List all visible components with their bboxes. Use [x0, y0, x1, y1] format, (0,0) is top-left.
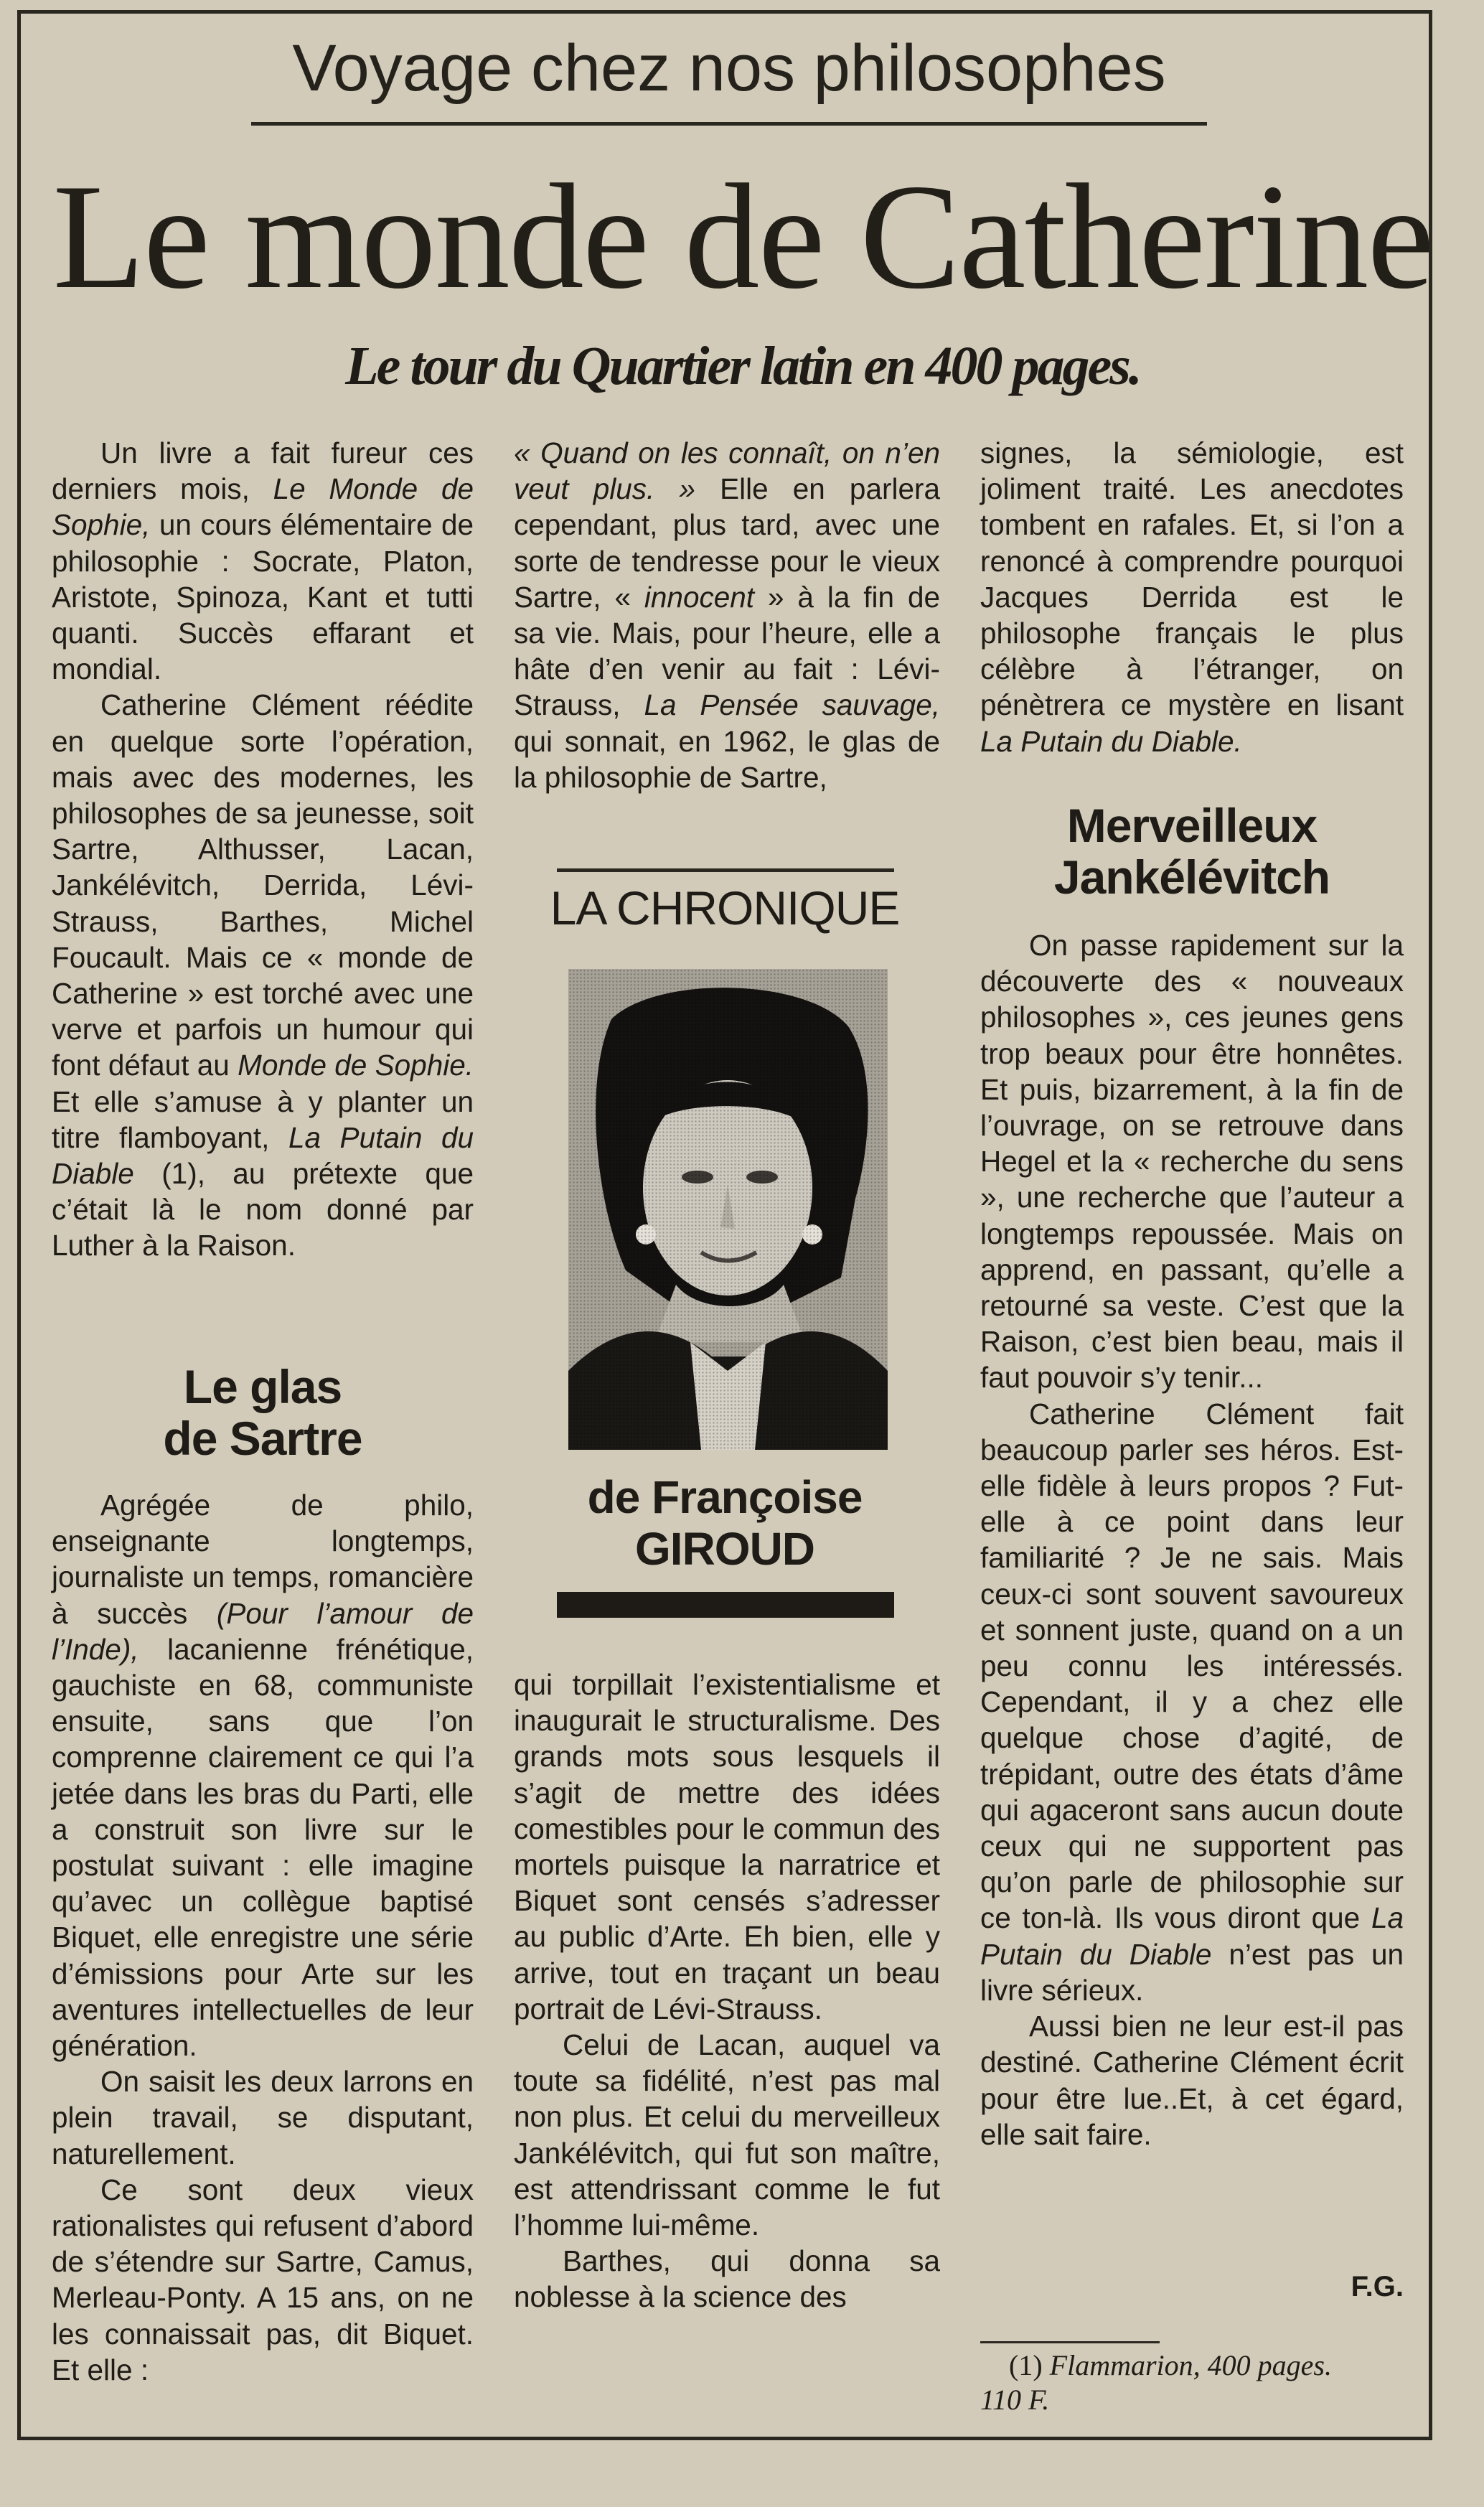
kicker: Voyage chez nos philosophes	[292, 32, 1166, 105]
byline-name: GIROUD	[635, 1523, 814, 1575]
quote: innocent	[644, 580, 755, 614]
text: Catherine Clément fait beaucoup parler ses héros. Est-elle fidèle à leurs propos ? Fut-elle à ce point dans leur familiarité ? Je ne sais. Mais ceux-ci sont souvent savoureux et sonnent juste, quand on a un peu connu les intéressés. Cependant, il y a chez elle quelque chose d’agité, de trépidant, outre des états d’âme qui agaceront sans aucun doute ceux qui ne supportent pas qu’on parle de philosophie sur ce ton-là. Ils vous diront que	[980, 1397, 1404, 1935]
book-title: Le Monde de Sophie,	[52, 472, 474, 542]
book-title: La Putain du Diable.	[980, 724, 1242, 758]
book-title: Monde de Sophie.	[238, 1049, 474, 1082]
footnote-rule	[980, 2341, 1160, 2343]
signature: F.G.	[1351, 2271, 1404, 2302]
quote: « Quand on les connaît, on n’en veut plus. »	[514, 436, 940, 506]
chronicle-byline	[531, 1471, 919, 1575]
column-1	[52, 435, 474, 1264]
text: un cours élémentaire de philosophie : Socrate, Platon, Aristote, Spinoza, Kant et tutti quanti. Succès effarant et mondial.	[52, 508, 474, 686]
paragraph	[52, 1487, 474, 2063]
paragraph	[980, 1396, 1404, 2008]
book-title: La Putain du Diable	[980, 1901, 1404, 1971]
deck: Le tour du Quartier latin en 400 pages.	[345, 336, 1140, 396]
subheading-line: Jankélévitch	[1053, 850, 1330, 904]
paragraph: Celui de Lacan, auquel va toute sa fidélité, n’est pas mal non plus. Et celui du merveilleux Jankélévitch, qui fut son maître, est attendrissant comme le fut l’homme lui-même.	[514, 2028, 940, 2242]
subheading-line: Le glas	[183, 1360, 342, 1413]
column-3-upper	[980, 435, 1404, 759]
chronicle-label: LA CHRONIQUE	[550, 881, 900, 934]
kicker-rule	[251, 122, 1207, 126]
text: Agrégée de philo, enseignante longtemps, journaliste un temps, romancière à succès	[52, 1489, 474, 1630]
headline: Le monde de Catherine	[52, 154, 1433, 320]
subheading-line: de Sartre	[163, 1412, 362, 1465]
subheading-jankelevitch	[980, 800, 1404, 903]
subheading-glas	[52, 1361, 474, 1464]
column-2-upper	[514, 435, 940, 795]
paragraph	[52, 687, 474, 1263]
chronicle-top-rule	[557, 868, 894, 872]
text: qui sonnait, en 1962, le glas de la philosophie de Sartre,	[514, 724, 940, 794]
text: Catherine Clément réédite en quelque sorte l’opération, mais avec des modernes, les philosophes de sa jeunesse, soit Sartre, Althusser, Lacan, Jankélévitch, Derrida, Lévi-Strauss, Barthes, Michel Foucault. Mais ce « monde de Catherine » est torché avec une verve et parfois un humour qui font défaut au	[52, 688, 474, 1082]
column-1-lower	[52, 1487, 474, 2388]
footnote-line-1	[980, 2348, 1404, 2383]
text: lacanienne frénétique, gauchiste en 68, communiste ensuite, sans que l’on comprenne clairement ce qui l’a jetée dans les bras du Parti, elle a construit son livre sur le postulat suivant : elle imagine qu’avec un collègue baptisé Biquet, elle enregistre une série d’émissions pour Arte sur les aventures intellectuelles de leur génération.	[52, 1632, 474, 2063]
author-photo	[568, 969, 888, 1450]
paragraph: On passe rapidement sur la découverte des « nouveaux philosophes », ces jeunes gens trop beaux pour être honnêtes. Et puis, bizarrement, à la fin de l’ouvrage, on se retrouve dans Hegel et la « recherche du sens », une recherche que l’auteur a longtemps repoussée. Mais on apprend, en passant, qu’elle a retourné sa veste. C’est que la Raison, c’est bien beau, mais il faut pouvoir s’y tenir...	[980, 929, 1404, 1395]
text: » à la fin de sa vie. Mais, pour l’heure, elle a hâte d’en venir au fait : Lévi-Strauss,	[514, 580, 940, 722]
byline-line: de Françoise	[587, 1471, 863, 1523]
book-title: La Putain du Diable	[52, 1120, 474, 1191]
book-title: (Pour l’amour de l’Inde),	[52, 1596, 474, 1666]
paragraph: qui torpillait l’existentialisme et inaugurait le structuralisme. Des grands mots sous lesquels il s’agit de mettre des idées comestibles pour le commun des mortels puisque la narratrice et Biquet sont censés s’adresser au public d’Arte. Eh bien, elle y arrive, tout en traçant un beau portrait de Lévi-Strauss.	[514, 1668, 940, 2025]
chronicle-bottom-bar	[557, 1592, 894, 1618]
footnote	[980, 2348, 1404, 2417]
portrait-image	[568, 969, 888, 1450]
text: (1), au prétexte que c’était là le nom donné par Luther à la Raison.	[52, 1157, 474, 1262]
paragraph	[514, 435, 940, 795]
text: Elle en parlera cependant, plus tard, avec une sorte de tendresse pour le vieux Sartre, «	[514, 472, 940, 614]
footnote-number: (1)	[1009, 2349, 1043, 2381]
column-2-lower	[514, 1667, 940, 2315]
text: Un livre a fait fureur ces derniers mois,	[52, 436, 474, 506]
text: Et elle s’amuse à y planter un titre flamboyant,	[52, 1084, 474, 1154]
subheading-line: Merveilleux	[1066, 799, 1318, 852]
paragraph: Barthes, qui donna sa noblesse à la science des	[514, 2244, 940, 2314]
book-title: La Pensée sauvage,	[644, 688, 940, 722]
paragraph	[52, 435, 474, 687]
paragraph: On saisit les deux larrons en plein travail, se disputant, naturellement.	[52, 2065, 474, 2170]
column-3-lower	[980, 927, 1404, 2152]
text: signes, la sémiologie, est joliment traité. Les anecdotes tombent en rafales. Et, si l’on a renoncé à comprendre pourquoi Jacques Derrida est le philosophe français le plus célèbre à l’étranger, on pénètrera ce mystère en lisant	[980, 436, 1404, 722]
paragraph	[980, 435, 1404, 759]
footnote-price: 110 F.	[980, 2384, 1050, 2416]
paragraph: Ce sont deux vieux rationalistes qui refusent d’abord de s’étendre sur Sartre, Camus, Merleau-Ponty. A 15 ans, on ne les connaissait pas, dit Biquet. Et elle :	[52, 2173, 474, 2386]
footnote-text: Flammarion, 400 pages.	[1049, 2349, 1332, 2381]
paragraph: Aussi bien ne leur est-il pas destiné. Catherine Clément écrit pour être lue..Et, à cet égard, elle sait faire.	[980, 2010, 1404, 2151]
text: n’est pas un livre sérieux.	[980, 1937, 1404, 2007]
